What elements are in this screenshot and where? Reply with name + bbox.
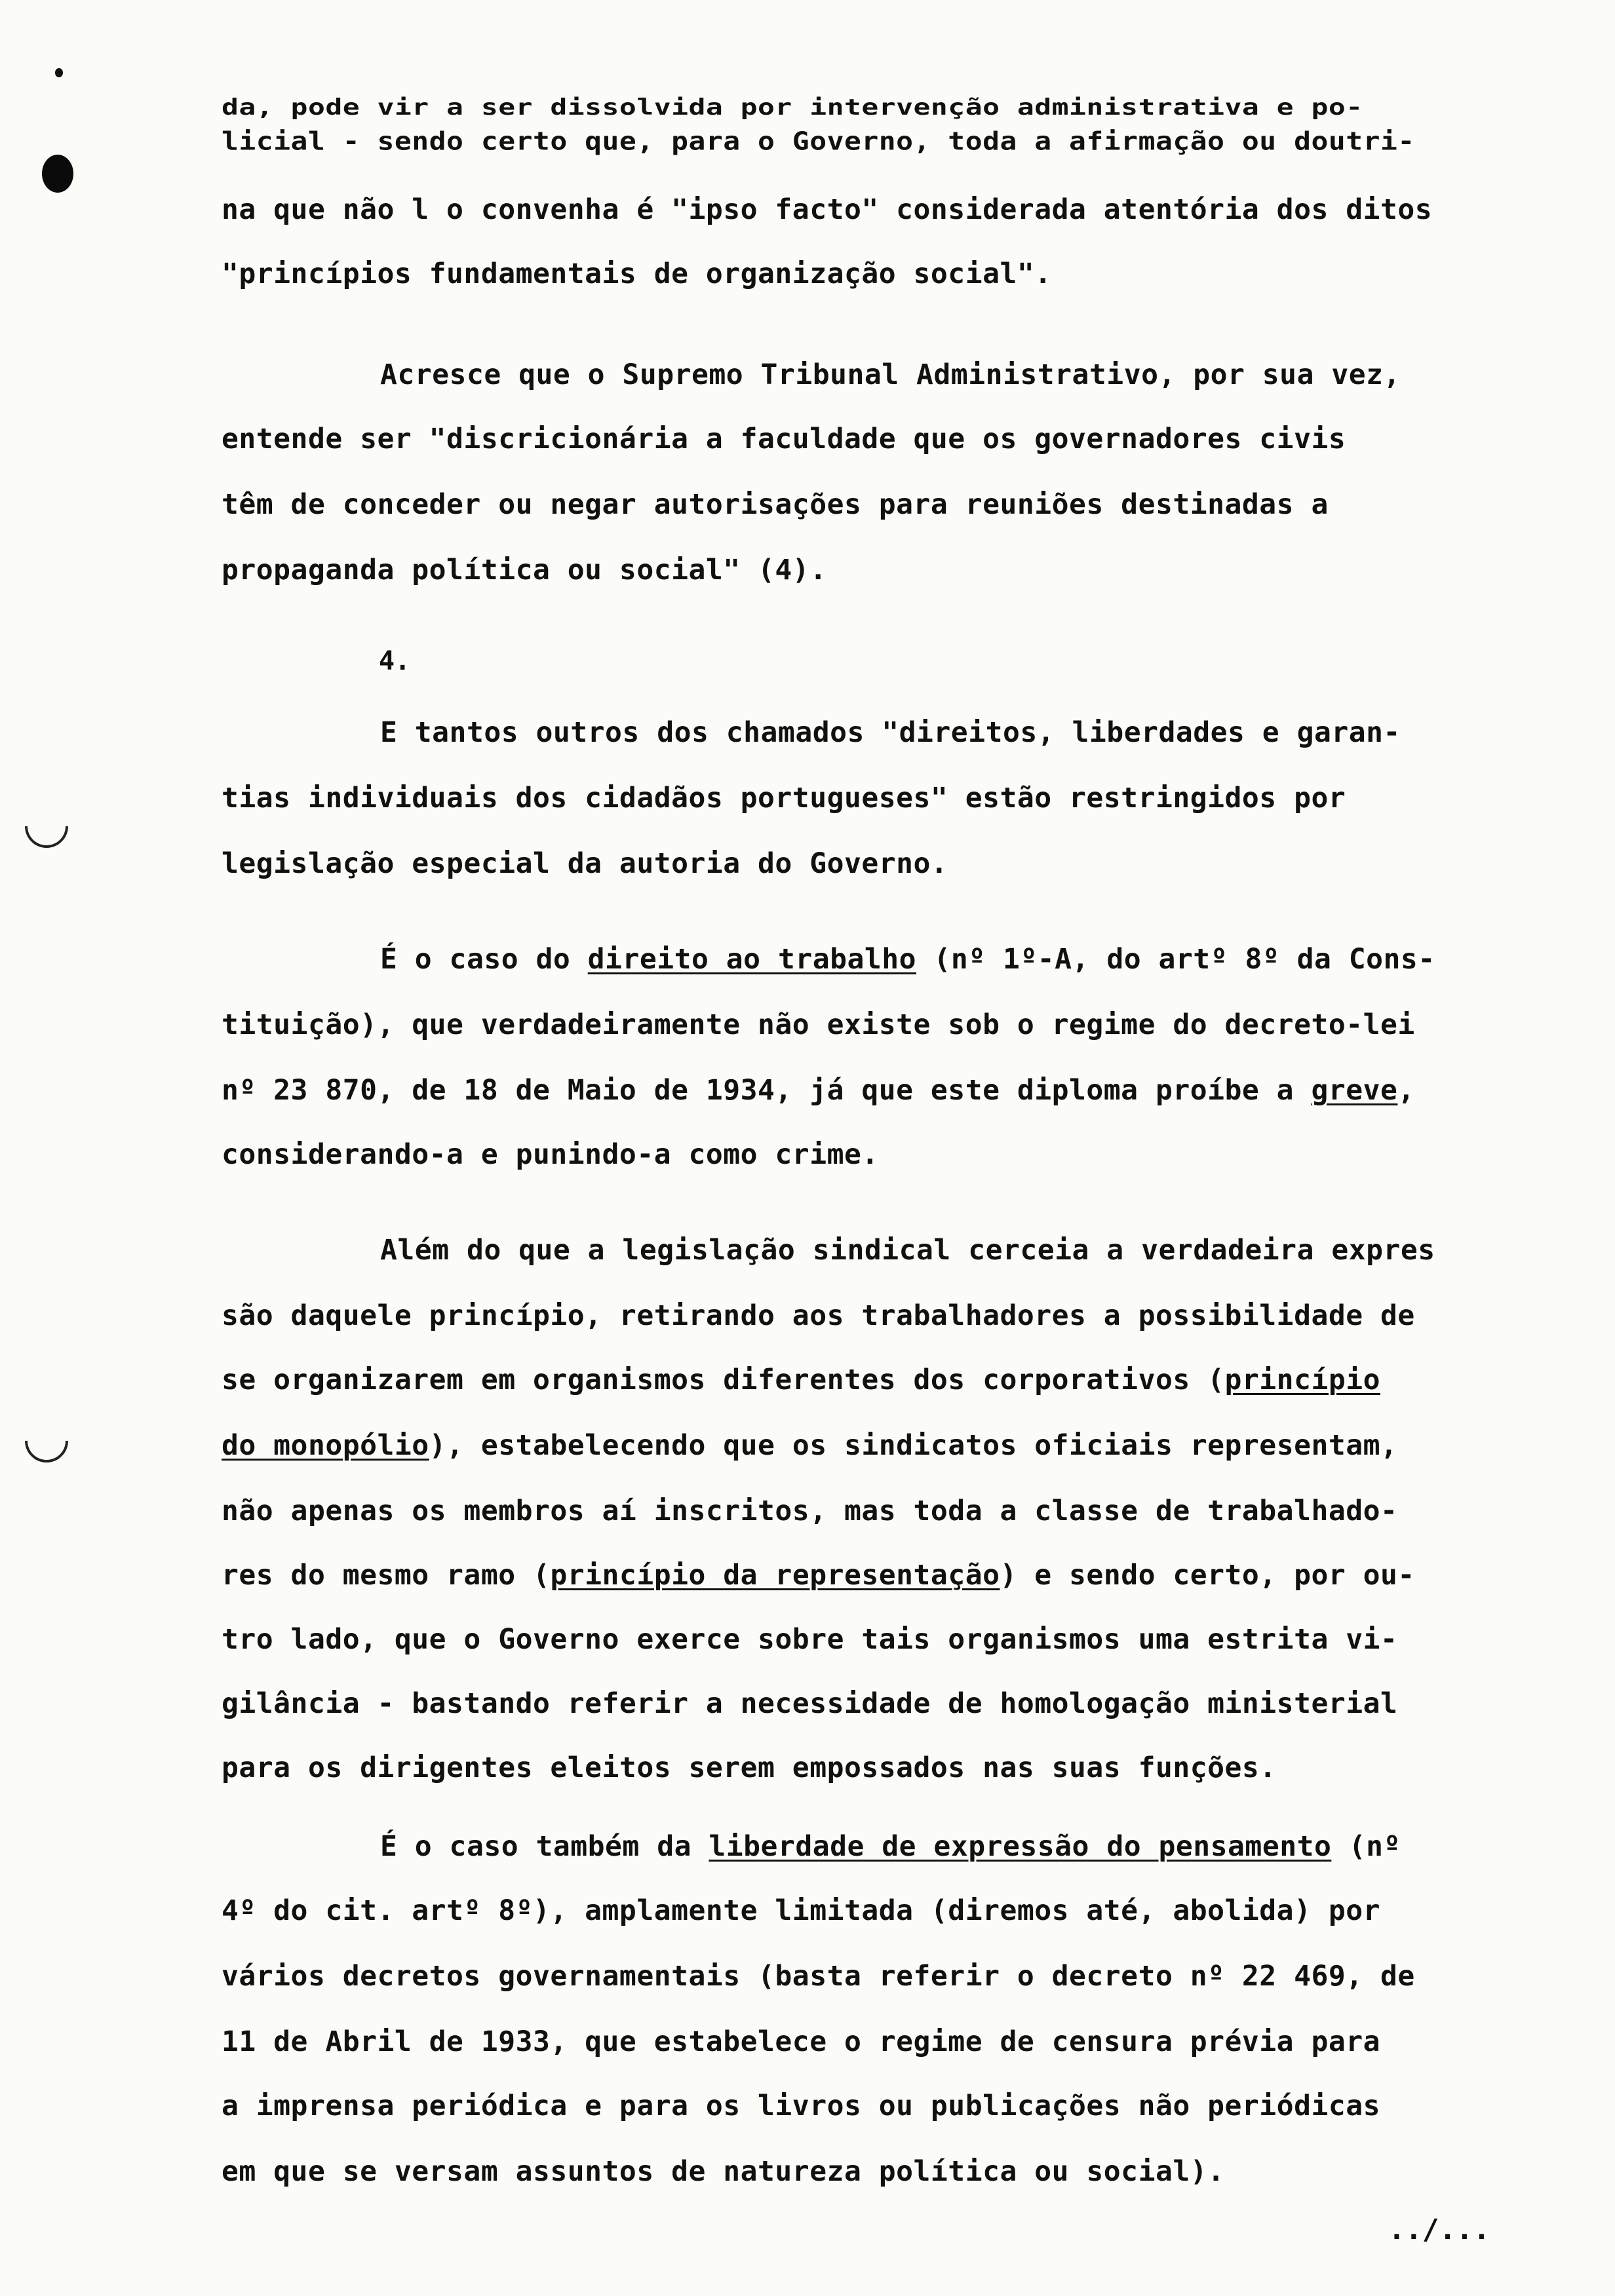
text-segment: (nº [1331, 1830, 1401, 1863]
text-segment: ) e sendo certo, por ou- [1000, 1559, 1415, 1592]
binder-ring-mark [16, 795, 77, 856]
text-line: licial - sendo certo que, para o Governo, toda a afirmação ou doutri- [222, 127, 1415, 156]
text-line: legislação especial da autoria do Governo. [222, 847, 948, 880]
text-segment: , [1397, 1074, 1415, 1107]
text-line: da, pode vir a ser dissolvida por intervenção administrativa e po- [222, 94, 1363, 121]
text-line [222, 1428, 1397, 1463]
punch-hole-mark [55, 68, 63, 77]
text-segment: res do mesmo ramo ( [222, 1559, 551, 1592]
text-line: entende ser "discricionária a faculdade que os governadores civis [222, 423, 1346, 455]
text-line [222, 1558, 1415, 1592]
text-line: não apenas os membros aí inscritos, mas toda a classe de trabalhado- [222, 1495, 1398, 1527]
text-line: vários decretos governamentais (basta referir o decreto nº 22 469, de [222, 1960, 1415, 1993]
text-line: na que não l o convenha é "ipso facto" considerada atentória dos ditos [222, 193, 1433, 226]
text-line: para os dirigentes eleitos serem empossados nas suas funções. [222, 1751, 1277, 1784]
underlined-phrase: liberdade de expressão do pensamento [709, 1830, 1332, 1863]
text-line [222, 1073, 1415, 1107]
underlined-phrase: direito ao trabalho [587, 943, 917, 976]
section-number: 4. [379, 646, 411, 676]
text-segment: É o caso do [380, 943, 588, 976]
text-line: são daquele princípio, retirando aos trabalhadores a possibilidade de [222, 1299, 1415, 1332]
text-line: 11 de Abril de 1933, que estabelece o regime de censura prévia para [222, 2025, 1381, 2058]
binder-ring-mark [16, 1410, 77, 1471]
text-line [380, 942, 1435, 976]
underlined-phrase: princípio [1224, 1364, 1381, 1396]
underlined-phrase: greve [1311, 1074, 1398, 1107]
text-line: "princípios fundamentais de organização social". [222, 258, 1052, 290]
text-line: tias individuais dos cidadãos portugueses" estão restringidos por [222, 782, 1346, 814]
text-line: gilância - bastando referir a necessidade de homologação ministerial [222, 1687, 1398, 1720]
text-segment: ), estabelecendo que os sindicatos oficiais representam, [429, 1429, 1398, 1462]
punch-hole [42, 155, 73, 193]
text-line: Além do que a legislação sindical cerceia a verdadeira expres [380, 1234, 1435, 1267]
text-line: 4º do cit. artº 8º), amplamente limitada (diremos até, abolida) por [222, 1894, 1381, 1927]
text-segment: (nº 1º-A, do artº 8º da Cons- [916, 943, 1435, 976]
text-line [380, 1829, 1401, 1864]
text-line: tituição), que verdadeiramente não existe sob o regime do decreto-lei [222, 1008, 1415, 1041]
text-line: considerando-a e punindo-a como crime. [222, 1138, 879, 1171]
text-line: a imprensa periódica e para os livros ou publicações não periódicas [222, 2090, 1381, 2122]
underlined-phrase: princípio da representação [550, 1559, 1000, 1592]
underlined-phrase: do monopólio [222, 1429, 429, 1462]
text-line: têm de conceder ou negar autorisações para reuniões destinadas a [222, 488, 1329, 521]
text-line: em que se versam assuntos de natureza política ou social). [222, 2155, 1225, 2188]
text-line: Acresce que o Supremo Tribunal Administrativo, por sua vez, [380, 358, 1401, 391]
continuation-mark: ../... [1388, 2213, 1490, 2246]
text-segment: É o caso também da [380, 1830, 709, 1863]
text-segment: se organizarem em organismos diferentes dos corporativos ( [222, 1364, 1225, 1396]
text-line [222, 1363, 1380, 1397]
text-line: tro lado, que o Governo exerce sobre tais organismos uma estrita vi- [222, 1623, 1398, 1656]
text-line: propaganda política ou social" (4). [222, 554, 827, 586]
text-segment: nº 23 870, de 18 de Maio de 1934, já que este diploma proíbe a [222, 1074, 1312, 1107]
text-line: E tantos outros dos chamados "direitos, liberdades e garan- [380, 716, 1401, 749]
